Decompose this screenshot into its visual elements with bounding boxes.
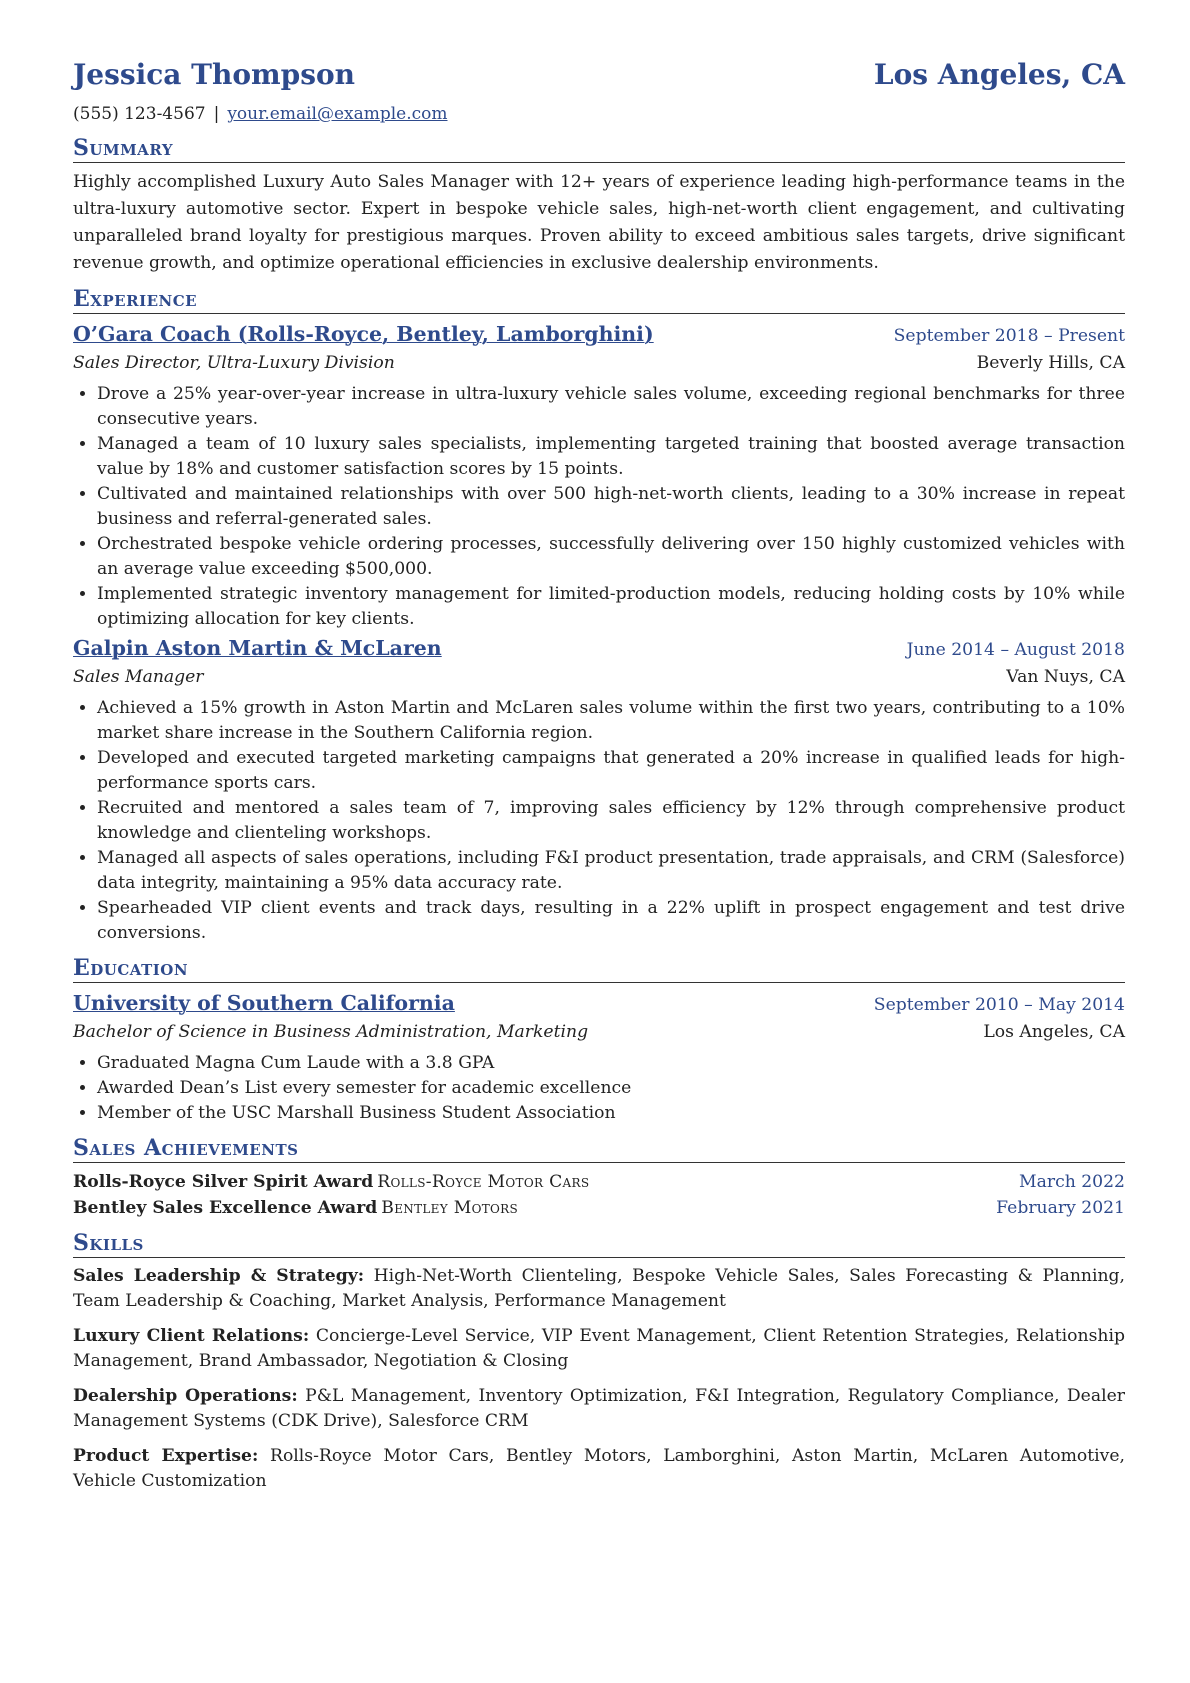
skill-text: Rolls-Royce Motor Cars, Bentley Motors, Lamborghini, Aston Martin, McLaren Automotive, Vehicle Customization — [73, 1446, 1125, 1491]
skill-group — [73, 1384, 1125, 1434]
section-title-experience: Experience — [73, 285, 1125, 314]
bullet-item: • Managed all aspects of sales operations, including F&I product presentation, trade appraisals, and CRM (Salesforce) data integrity, maintaining a 95% data accuracy rate. — [97, 846, 1125, 896]
bullet-item: • Recruited and mentored a sales team of 7, improving sales efficiency by 12% through comprehensive product knowledge and clienteling workshops. — [97, 796, 1125, 846]
skill-text: Concierge-Level Service, VIP Event Management, Client Retention Strategies, Relationship Management, Brand Ambassador, Negotiation & Closing — [73, 1326, 1125, 1371]
bullet-item: • Member of the USC Marshall Business Student Association — [97, 1101, 1125, 1126]
experience-entry — [73, 320, 1125, 632]
achievement-row — [73, 1195, 1125, 1221]
bullet-item: • Developed and executed targeted marketing campaigns that generated a 20% increase in qualified leads for high-performance sports cars. — [97, 746, 1125, 796]
phone-number: (555) 123-4567 — [73, 104, 206, 124]
bullet-item: • Implemented strategic inventory management for limited-production models, reducing holding costs by 10% while optimizing allocation for key clients. — [97, 582, 1125, 632]
job-location: Beverly Hills, CA — [976, 353, 1125, 373]
candidate-location: Los Angeles, CA — [873, 58, 1125, 91]
bullet-item: • Spearheaded VIP client events and track days, resulting in a 22% uplift in prospect engagement and test drive conversions. — [97, 896, 1125, 946]
bullet-item: • Drove a 25% year-over-year increase in ultra-luxury vehicle sales volume, exceeding regional benchmarks for three consecutive years. — [97, 382, 1125, 432]
bullet-item: • Graduated Magna Cum Laude with a 3.8 GPA — [97, 1051, 1125, 1076]
skill-group — [73, 1324, 1125, 1374]
candidate-name: Jessica Thompson — [73, 58, 356, 91]
achievement-org: Rolls-Royce Motor Cars — [377, 1172, 590, 1192]
achievement-title: Rolls-Royce Silver Spirit Award — [73, 1172, 374, 1192]
school-link[interactable]: University of Southern California — [73, 991, 455, 1015]
skill-text: P&L Management, Inventory Optimization, F&I Integration, Regulatory Compliance, Dealer Management Systems (CDK Drive), Salesforce CRM — [73, 1386, 1125, 1431]
bullet-item: • Achieved a 15% growth in Aston Martin and McLaren sales volume within the first two years, contributing to a 10% market share increase in the Southern California region. — [97, 696, 1125, 746]
job-bullets — [73, 696, 1125, 946]
skill-label: Dealership Operations: — [73, 1386, 298, 1406]
bullet-item: • Managed a team of 10 luxury sales specialists, implementing targeted training that boosted average transaction value by 18% and customer satisfaction scores by 15 points. — [97, 432, 1125, 482]
bullet-item: • Awarded Dean’s List every semester for academic excellence — [97, 1076, 1125, 1101]
experience-entry — [73, 634, 1125, 946]
achievement-date: March 2022 — [1019, 1172, 1125, 1192]
skill-label: Sales Leadership & Strategy: — [73, 1266, 365, 1286]
skill-group — [73, 1444, 1125, 1494]
section-title-achievements: Sales Achievements — [73, 1134, 1125, 1163]
section-title-summary: Summary — [73, 134, 1125, 163]
job-role: Sales Director, Ultra-Luxury Division — [73, 353, 395, 373]
education-bullets — [73, 1051, 1125, 1126]
employer-link[interactable]: Galpin Aston Martin & McLaren — [73, 636, 442, 660]
job-bullets — [73, 382, 1125, 632]
section-title-education: Education — [73, 954, 1125, 983]
resume-page — [73, 58, 1125, 1504]
job-role: Sales Manager — [73, 667, 204, 687]
employment-dates: June 2014 – August 2018 — [906, 640, 1125, 660]
bullet-item: • Orchestrated bespoke vehicle ordering processes, successfully delivering over 150 highly customized vehicles with an average value exceeding $500,000. — [97, 532, 1125, 582]
achievement-row — [73, 1169, 1125, 1195]
job-location: Van Nuys, CA — [1006, 667, 1125, 687]
section-title-skills: Skills — [73, 1229, 1125, 1258]
contact-line — [73, 102, 1125, 126]
email-link[interactable]: your.email@example.com — [227, 104, 448, 124]
achievement-org: Bentley Motors — [381, 1198, 519, 1218]
education-dates: September 2010 – May 2014 — [873, 995, 1125, 1015]
skill-text: High-Net-Worth Clienteling, Bespoke Vehicle Sales, Sales Forecasting & Planning, Team Leadership & Coaching, Market Analysis, Performance Management — [73, 1266, 1126, 1311]
education-entry — [73, 989, 1125, 1126]
header — [73, 58, 1125, 98]
achievement-title: Bentley Sales Excellence Award — [73, 1198, 378, 1218]
employer-link[interactable]: O’Gara Coach (Rolls-Royce, Bentley, Lamborghini) — [73, 322, 654, 346]
skill-label: Product Expertise: — [73, 1446, 259, 1466]
degree: Bachelor of Science in Business Administration, Marketing — [73, 1022, 589, 1042]
bullet-item: • Cultivated and maintained relationships with over 500 high-net-worth clients, leading to a 30% increase in repeat business and referral-generated sales. — [97, 482, 1125, 532]
contact-separator: | — [213, 104, 220, 124]
skill-label: Luxury Client Relations: — [73, 1326, 310, 1346]
employment-dates: September 2018 – Present — [893, 326, 1125, 346]
achievement-date: February 2021 — [996, 1198, 1125, 1218]
skill-group — [73, 1264, 1125, 1314]
summary-text: Highly accomplished Luxury Auto Sales Manager with 12+ years of experience leading high-performance teams in the ultra-luxury automotive sector. Expert in bespoke vehicle sales, high-net-worth client engagement, and cultivating unparalleled brand loyalty for prestigious marques. Proven ability to exceed ambitious sales targets, drive significant revenue growth, and optimize operational efficiencies in exclusive dealership environments. — [73, 172, 1125, 273]
school-location: Los Angeles, CA — [983, 1022, 1125, 1042]
